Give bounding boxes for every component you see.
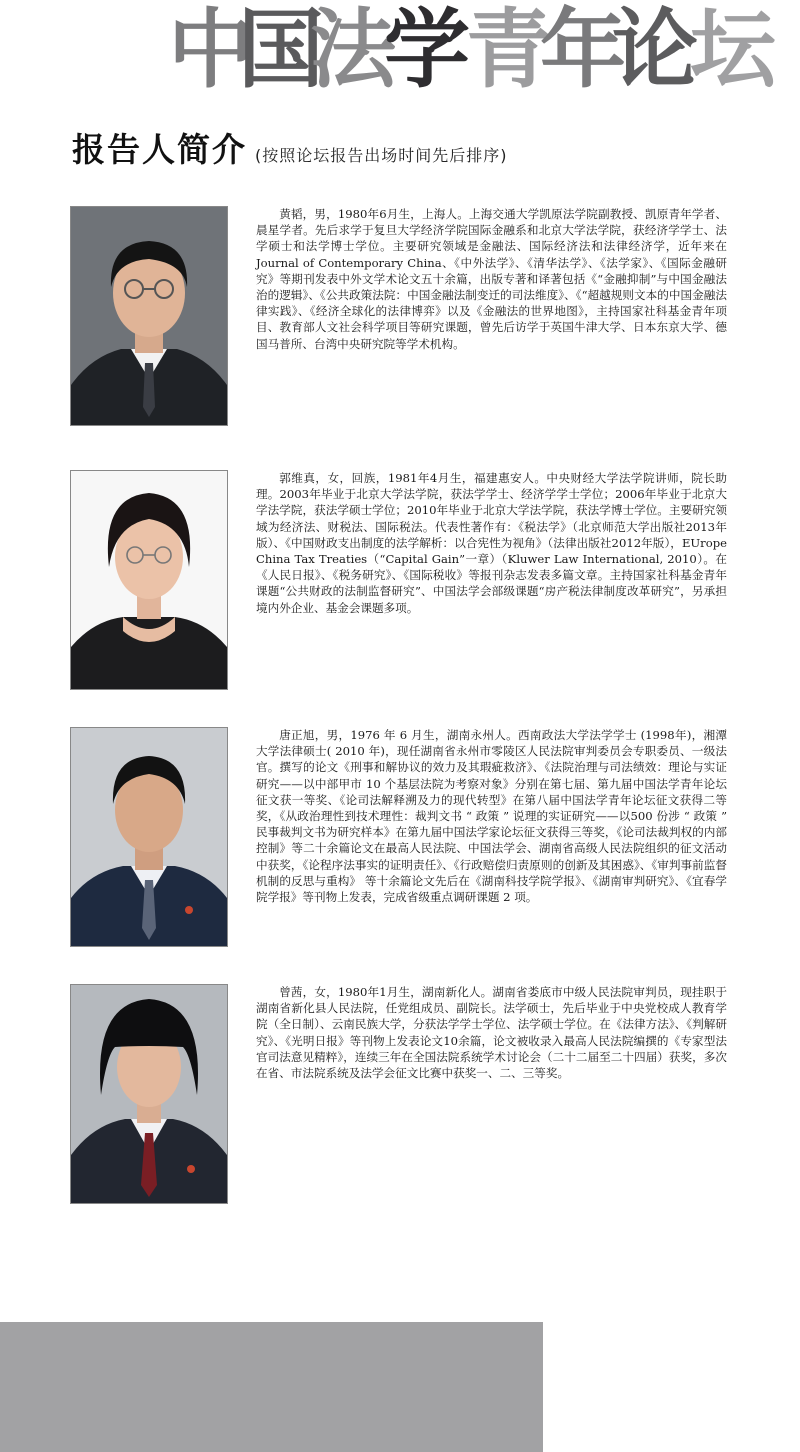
speaker-photo bbox=[70, 206, 228, 426]
speaker-bio: 唐正旭，男，1976 年 6 月生，湖南永州人。西南政法大学法学学士 (1998年)，湘潭大学法律硕士( 2010 年)，现任湖南省永州市零陵区人民法院审判委员会专职委员、一级法官。撰写的论文《刑事和解协议的效力及其瑕疵救济》、《法院治理与司法绩效：理论与实证研究——以中部甲市 10 个基层法院为考察对象》分别在第七届、第九届中国法学青年论坛征文获一等奖、《论司法解释溯及力的现代转型》在第八届中国法学青年论坛征文获得二等奖，《从政治理性到技术理性：裁判文书 “ 政策 ” 说理的实证研究——以500 份涉 “ 政策 ” 民事裁判文书为研究样本》在第九届中国法学家论坛征文获得三等奖，《论司法裁判权的内部控制》等二十余篇论文在最高人民法院、中国法学会、湖南省高级人民法院组织的征文活动中获奖，《论程序法事实的证明责任》、《行政赔偿归责原则的创新及其困惑》、《审判事前监督机制的反思与重构》 等十余篇论文先后在《湖南科技学院学报》、《湖南审判研究》、《宜春学院学报》等刊物上发表，完成省级重点调研课题 2 项。 bbox=[256, 728, 727, 905]
banner-char: 国 bbox=[238, 0, 320, 100]
footer-bar bbox=[0, 1322, 543, 1452]
banner-char: 论 bbox=[612, 0, 694, 100]
banner-char: 中 bbox=[168, 0, 250, 100]
banner-char: 法 bbox=[310, 0, 392, 100]
speaker-photo bbox=[70, 727, 228, 947]
speaker-photo bbox=[70, 470, 228, 690]
page-subtitle: (按照论坛报告出场时间先后排序) bbox=[255, 146, 508, 165]
banner-title bbox=[0, 0, 800, 100]
speaker-bio: 黄韬，男，1980年6月生，上海人。上海交通大学凯原法学院副教授、凯原青年学者、晨星学者。先后求学于复旦大学经济学院国际金融系和北京大学法学院，获经济学学士、法学硕士和法学博士学位。主要研究领域是金融法、国际经济法和法律经济学，近年来在Journal of Contemporary China、《中外法学》、《清华法学》、《法学家》、《国际金融研究》等期刊发表中外文学术论文五十余篇，出版专著和译著包括《“金融抑制”与中国金融法治的逻辑》、《公共政策法院：中国金融法制变迁的司法维度》、《“超越规则文本的中国金融法律实践》、《经济全球化的法律博弈》以及《金融法的世界地图》，主持国家社科基金青年项目、教育部人文社会科学项目等研究课题，曾先后访学于英国牛津大学、日本东京大学、德国马普所、台湾中央研究院等学术机构。 bbox=[256, 207, 727, 351]
banner-char: 青 bbox=[466, 0, 548, 100]
banner-char: 学 bbox=[384, 0, 466, 100]
speaker-bio: 郭维真，女，回族，1981年4月生，福建惠安人。中央财经大学法学院讲师，院长助理。2003年毕业于北京大学法学院，获法学学士、经济学学士学位；2006年毕业于北京大学法学院，获法学硕士学位；2010年毕业于北京大学法学院，获法学博士学位。主要研究领域为经济法、财税法、国际税法。代表性著作有：《税法学》（北京师范大学出版社2013年版）、《中国财政支出制度的法学解析：以合宪性为视角》（法律出版社2012年版），EUrope China Tax Treaties（“Capital Gain”一章）（Kluwer Law International, 2010）。在《人民日报》、《税务研究》、《国际税收》等报刊杂志发表多篇文章。主持国家社科基金青年课题“公共财政的法制监督研究”、中国法学会部级课题“房产税法律制度改革研究”，另承担境内外企业、基金会课题多项。 bbox=[256, 471, 727, 615]
banner-char: 坛 bbox=[690, 0, 772, 100]
banner-char: 年 bbox=[540, 0, 622, 100]
speaker-bio: 曾茜，女，1980年1月生，湖南新化人。湖南省娄底市中级人民法院审判员，现挂职于湖南省新化县人民法院，任党组成员、副院长。法学硕士，先后毕业于中央党校成人教育学院（全日制）、云南民族大学，分获法学学士学位、法学硕士学位。在《法律方法》、《判解研究》、《光明日报》等刊物上发表论文10余篇，论文被收录入最高人民法院编撰的《专家型法官司法意见精粹》，连续三年在全国法院系统学术讨论会（二十二届至二十四届）获奖，多次在省、市法院系统及法学会征文比赛中获奖一、二、三等奖。 bbox=[256, 985, 727, 1081]
page-title: 报告人简介 bbox=[72, 130, 247, 169]
speaker-photo bbox=[70, 984, 228, 1204]
page-heading bbox=[72, 124, 508, 171]
